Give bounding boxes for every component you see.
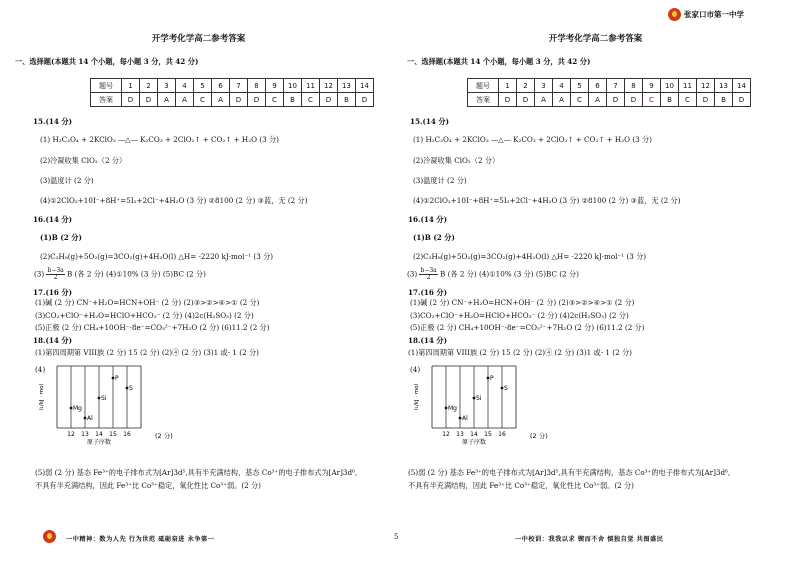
y-axis-label: I₁/kJ · mol [414,384,420,410]
answer-table [467,78,751,107]
q16-line3 [407,268,579,281]
table-cell: 10 [661,79,679,93]
footer-motto: 一中校训：我我以求 锲而不舍 慎独自觉 共图盛民 [515,536,664,543]
footer-motto: 一中精神：数为人先 行为世范 砥砺奋进 永争第一 [66,536,215,543]
school-logo-icon [43,530,56,543]
table-cell: 5 [571,79,589,93]
q15-line4: (4)①2ClO₂+10I⁻+8H⁺=5I₂+2Cl⁻+4H₂O (3 分) ②8100 (2 分) ③蓝，无 (2 分) [40,196,308,205]
table-cell: A [158,93,176,107]
q15-line3: (3)温度计 (2 分) [413,176,467,185]
page-title: 开学考化学高二参考答案 [548,34,643,44]
table-row [91,93,374,107]
x-tick-label: 13 [81,431,89,438]
table-cell: 14 [356,79,374,93]
table-cell: D [625,93,643,107]
table-cell: 2 [140,79,158,93]
q17-line2: (3)CO₂+ClO⁻+H₂O=HClO+HCO₃⁻ (2 分) (4)2c(H₂SO₃) (2 分) [410,311,629,320]
page-title: 开学考化学高二参考答案 [151,34,246,44]
q18-line5b: 不具有半充满结构，因此 Fe³⁺比 Co³⁺稳定，氧化性比 Co³⁺弱。(2 分) [408,481,634,490]
data-label: S [504,385,508,392]
q18-heading: 18.(14 分) [408,336,447,345]
q15-line2: (2)冷凝收集 ClO₂（2 分） [413,156,500,165]
q16-line3-prefix: (3) [34,269,45,279]
data-label: Si [101,395,107,402]
data-label: Mg [448,405,457,412]
q17-line1: (1)碱 (2 分) CN⁻+H₂O=HCN+OH⁻ (2 分) (2)③>②>④>① (2 分) [410,298,635,307]
table-cell: 10 [284,79,302,93]
table-cell: 1 [122,79,140,93]
table-cell: A [212,93,230,107]
table-cell: C [571,93,589,107]
ionization-chart [35,362,215,452]
school-name: 张家口市第一中学 [684,10,744,19]
x-tick-label: 14 [95,431,103,438]
q15-eq1-text: H₂C₂O₄ + 2KClO₃ —△— K₂CO₃ + 2ClO₂↑ + CO₂↑ + H₂O [52,135,257,144]
y-axis-label: I₁/kJ · mol [39,384,45,410]
q15-line4: (4)①2ClO₂+10I⁻+8H⁺=5I₂+2Cl⁻+4H₂O (3 分) ②8100 (2 分) ③蓝，无 (2 分) [413,196,681,205]
q18-chart-label: (4) [410,365,421,374]
q17-line2: (3)CO₂+ClO⁻+H₂O=HClO+HCO₃⁻ (2 分) (4)2c(H₂SO₃) (2 分) [35,311,254,320]
table-row [91,79,374,93]
table-cell: 12 [320,79,338,93]
q17-line3: (5)正极 (2 分) CH₄+10OH⁻-8e⁻=CO₃²⁻+7H₂O (2 分) (6)11.2 (2 分) [35,323,270,332]
x-tick-label: 15 [109,431,117,438]
table-cell: 7 [607,79,625,93]
table-cell: B [338,93,356,107]
q16-line1: (1)B (2 分) [40,233,82,242]
data-label: P [115,375,119,382]
table-cell: D [140,93,158,107]
table-cell: D [356,93,374,107]
q15-heading: 15.(14 分) [33,117,72,126]
q16-line3-rest: B (各 2 分) (4)①10% (3 分) (5)BC (2 分) [440,269,579,279]
table-cell: B [661,93,679,107]
q15-eq1-label: (1) [40,135,51,144]
table-cell: B [284,93,302,107]
data-label: P [490,375,494,382]
table-row [468,79,751,93]
table-cell: A [589,93,607,107]
table-cell: D [248,93,266,107]
data-label: Mg [73,405,82,412]
table-cell: D [230,93,248,107]
q16-line3 [34,268,206,281]
table-cell: D [607,93,625,107]
table-cell: 13 [338,79,356,93]
right-page [397,0,794,561]
fraction-denominator: 2 [53,274,58,281]
table-cell: 9 [266,79,284,93]
data-point [84,417,87,420]
data-point [501,387,504,390]
table-cell: 14 [733,79,751,93]
q18-heading: 18.(14 分) [33,336,72,345]
q15-line3: (3)温度计 (2 分) [40,176,94,185]
table-cell: 8 [625,79,643,93]
table-cell: C [194,93,212,107]
data-point [112,377,115,380]
x-tick-label: 12 [442,431,450,438]
chart-score: (2 分) [530,432,548,440]
q17-heading: 17.(16 分) [33,288,72,297]
table-cell: C [679,93,697,107]
table-cell: A [535,93,553,107]
section-heading: 一、选择题(本题共 14 个小题，每小题 3 分，共 42 分) [15,57,199,66]
table-cell: D [733,93,751,107]
q16-heading: 16.(14 分) [408,215,447,224]
fraction [419,268,437,281]
q17-line3: (5)正极 (2 分) CH₄+10OH⁻-8e⁻=CO₃²⁻+7H₂O (2 分) (6)11.2 (2 分) [410,323,645,332]
data-point [70,407,73,410]
x-tick-label: 12 [67,431,75,438]
data-point [98,397,101,400]
table-cell: 12 [697,79,715,93]
q15-eq1-text: H₂C₂O₄ + 2KClO₃ —△— K₂CO₃ + 2ClO₂↑ + CO₂↑ + H₂O [425,135,630,144]
q15-eq1 [413,135,652,144]
data-label: S [129,385,133,392]
q18-chart-label: (4) [35,365,46,374]
fraction [46,268,64,281]
table-cell: 6 [212,79,230,93]
section-heading: 一、选择题(本题共 14 个小题，每小题 3 分，共 42 分) [407,57,591,66]
data-point [126,387,129,390]
table-cell: A [553,93,571,107]
q18-line5b: 不具有半充满结构，因此 Fe³⁺比 Co³⁺稳定，氧化性比 Co³⁺弱。(2 分) [35,481,261,490]
data-label: Al [87,415,93,422]
table-cell: 4 [176,79,194,93]
q18-line1: (1)第四周期第 VIII族 (2 分) 15 (2 分) (2)④ (2 分) (3)1 或- 1 (2 分) [35,348,259,357]
table-cell: B [715,93,733,107]
table-cell: D [697,93,715,107]
q17-heading: 17.(16 分) [408,288,447,297]
table-cell: 9 [643,79,661,93]
q16-heading: 16.(14 分) [33,215,72,224]
q18-line5a: (5)弱 (2 分) 基态 Fe³⁺的电子排布式为[Ar]3d⁵,具有半充满结构，基态 Co³⁺的电子排布式为[Ar]3d⁶, [408,468,731,477]
q16-line2: (2)C₃H₈(g)+5O₂(g)=3CO₂(g)+4H₂O(l) △H= -2220 kJ·mol⁻¹ (3 分) [40,252,274,261]
fraction-denominator: 2 [426,274,431,281]
ionization-chart [410,362,590,452]
table-cell: 1 [499,79,517,93]
table-cell: 4 [553,79,571,93]
data-point [473,397,476,400]
table-cell: 6 [589,79,607,93]
table-cell: A [176,93,194,107]
x-tick-label: 15 [484,431,492,438]
table-cell: C [266,93,284,107]
data-label: Al [462,415,468,422]
table-header-cell: 答案 [468,93,499,107]
q16-line2: (2)C₃H₈(g)+5O₂(g)=3CO₂(g)+4H₂O(l) △H= -2220 kJ·mol⁻¹ (3 分) [413,252,647,261]
answer-table [90,78,374,107]
table-cell: D [517,93,535,107]
ionization-chart-svg [410,362,590,452]
q15-eq1-label: (1) [413,135,424,144]
table-cell: D [320,93,338,107]
table-cell: D [499,93,517,107]
fraction-numerator: b−3a [420,267,437,274]
q17-line1: (1)碱 (2 分) CN⁻+H₂O=HCN+OH⁻ (2 分) (2)③>②>④>① (2 分) [35,298,260,307]
q18-line1: (1)第四周期第 VIII族 (2 分) 15 (2 分) (2)④ (2 分) (3)1 或- 1 (2 分) [408,348,632,357]
q15-line2: (2)冷凝收集 ClO₂（2 分） [40,156,127,165]
table-cell: D [122,93,140,107]
table-cell: 11 [302,79,320,93]
data-point [487,377,490,380]
data-point [459,417,462,420]
table-cell: 3 [535,79,553,93]
table-cell: 7 [230,79,248,93]
table-header-cell: 答案 [91,93,122,107]
x-tick-label: 13 [456,431,464,438]
table-cell: 3 [158,79,176,93]
q15-eq1-score: (3 分) [259,135,279,144]
data-point [445,407,448,410]
table-cell-highlighted: C [643,93,661,107]
q18-line5a: (5)弱 (2 分) 基态 Fe³⁺的电子排布式为[Ar]3d⁵,具有半充满结构，基态 Co³⁺的电子排布式为[Ar]3d⁶, [35,468,358,477]
x-tick-label: 16 [498,431,506,438]
table-cell: 13 [715,79,733,93]
table-cell: 2 [517,79,535,93]
table-cell: 8 [248,79,266,93]
q15-eq1 [40,135,279,144]
q16-line3-prefix: (3) [407,269,418,279]
table-cell: 11 [679,79,697,93]
x-axis-label: 原子序数 [86,439,112,446]
x-tick-label: 14 [470,431,478,438]
table-row [468,93,751,107]
x-axis-label: 原子序数 [461,439,487,446]
table-cell: C [302,93,320,107]
fraction-numerator: b−3a [47,267,64,274]
q15-heading: 15.(14 分) [410,117,449,126]
table-cell: 5 [194,79,212,93]
q16-line1: (1)B (2 分) [413,233,455,242]
table-header-cell: 题号 [468,79,499,93]
q15-eq1-score: (3 分) [632,135,652,144]
ionization-chart-svg [35,362,215,452]
q16-line3-rest: B (各 2 分) (4)①10% (3 分) (5)BC (2 分) [67,269,206,279]
x-tick-label: 16 [123,431,131,438]
page-number: 5 [394,533,399,541]
table-header-cell: 题号 [91,79,122,93]
data-label: Si [476,395,482,402]
chart-score: (2 分) [155,432,173,440]
